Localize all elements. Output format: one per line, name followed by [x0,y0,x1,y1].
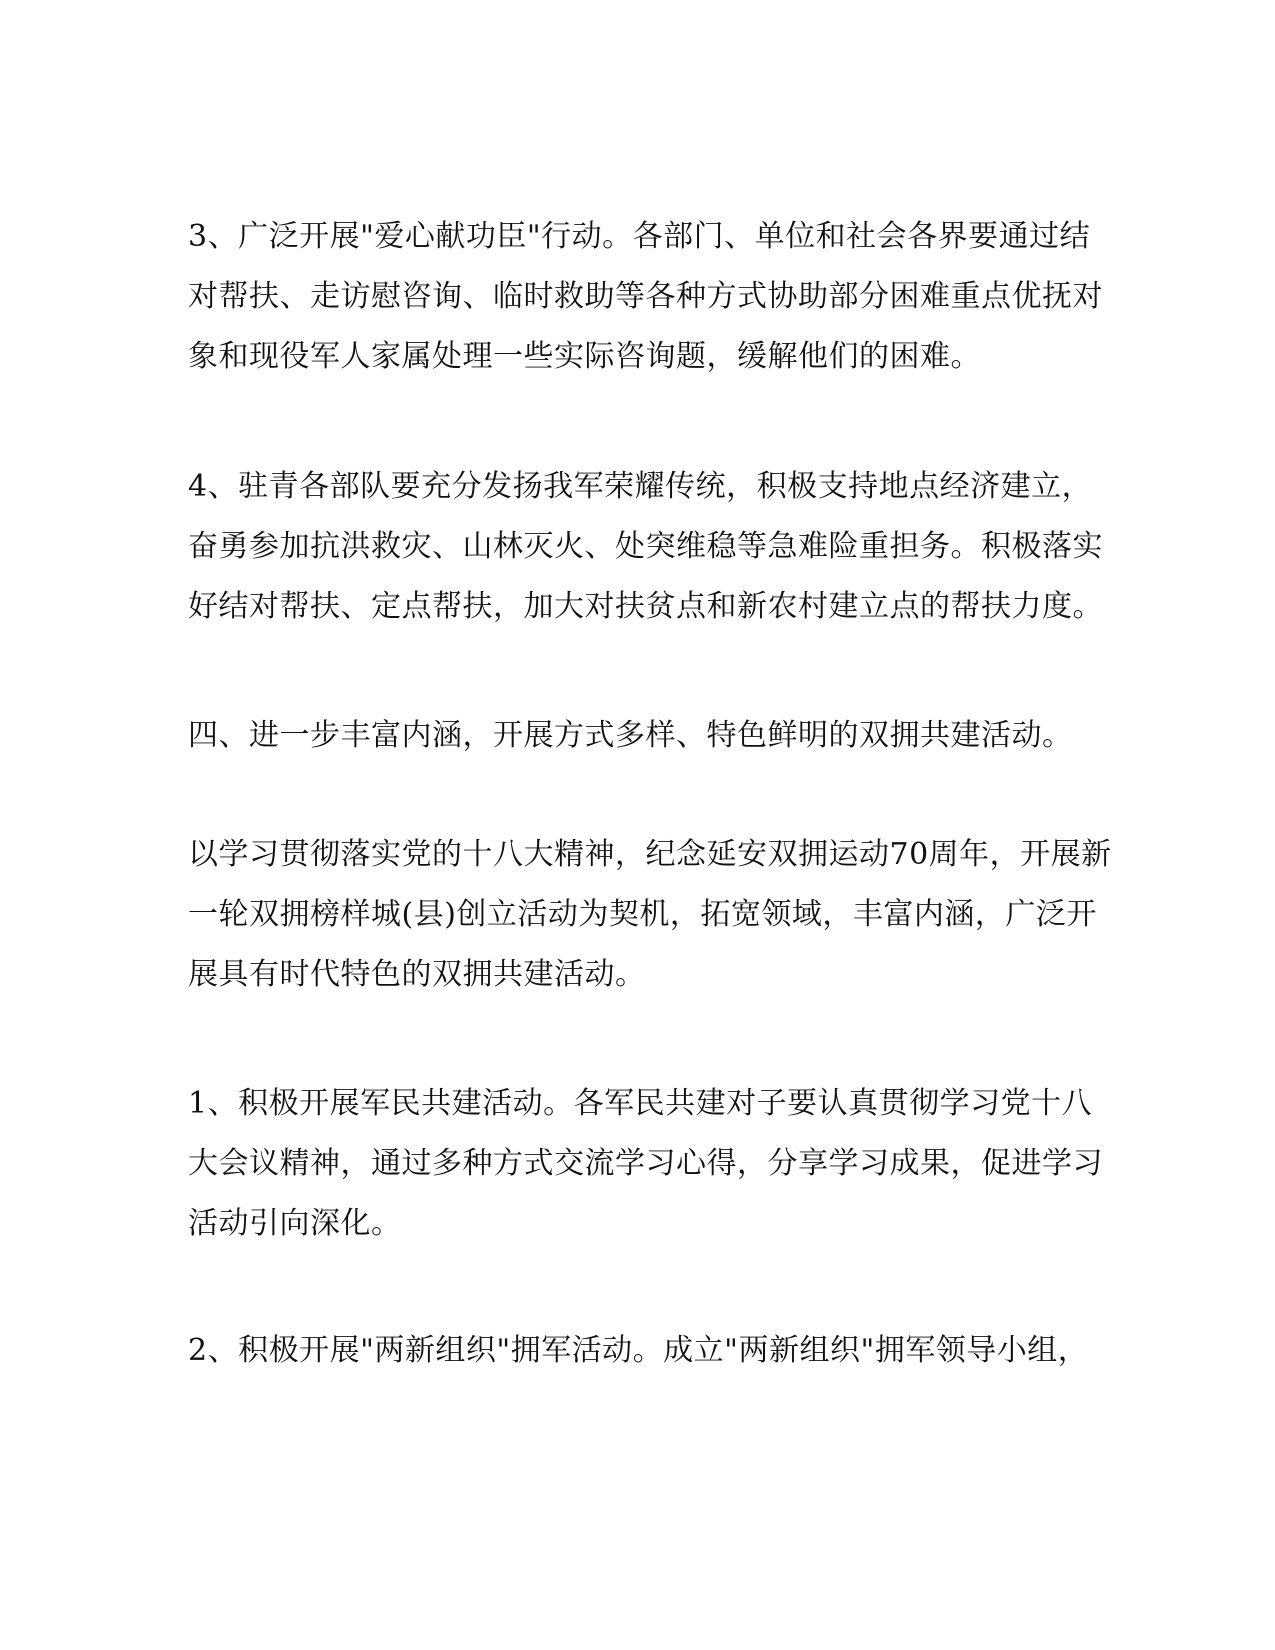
paragraph-line: 一轮双拥榜样城(县)创立活动为契机，拓宽领域，丰富内涵，广泛开 [188,897,1097,932]
paragraph-line: 活动引向深化。 [188,1206,402,1241]
paragraph-line: 好结对帮扶、定点帮扶，加大对扶贫点和新农村建立点的帮扶力度。 [188,589,1103,624]
paragraph-line: 奋勇参加抗洪救灾、山林灭火、处突维稳等急难险重担务。积极落实 [188,529,1103,564]
paragraph-line: 对帮扶、走访慰咨询、临时救助等各种方式协助部分困难重点优抚对 [188,279,1103,314]
paragraph-line: 4、驻青各部队要充分发扬我军荣耀传统，积极支持地点经济建立， [188,469,1093,504]
section-heading-line: 四、进一步丰富内涵，开展方式多样、特色鲜明的双拥共建活动。 [188,718,1073,753]
paragraph-item-3 [188,207,1103,387]
paragraph-item-1 [188,1074,1103,1254]
paragraph-line: 3、广泛开展"爱心献功臣"行动。各部门、单位和社会各界要通过结 [188,219,1091,254]
paragraph-line: 以学习贯彻落实党的十八大精神，纪念延安双拥运动70周年，开展新 [188,837,1112,872]
paragraph-line: 大会议精神，通过多种方式交流学习心得，分享学习成果，促进学习 [188,1146,1103,1181]
section-intro-paragraph [188,825,1112,1005]
paragraph-item-4 [188,457,1103,637]
section-heading-four [188,706,1073,766]
paragraph-line: 象和现役军人家属处理一些实际咨询题，缓解他们的困难。 [188,339,981,374]
paragraph-line: 1、积极开展军民共建活动。各军民共建对子要认真贯彻学习党十八 [188,1086,1093,1121]
paragraph-line: 展具有时代特色的双拥共建活动。 [188,957,646,992]
paragraph-item-2 [188,1321,1089,1381]
paragraph-line: 2、积极开展"两新组织"拥军活动。成立"两新组织"拥军领导小组， [188,1333,1089,1368]
